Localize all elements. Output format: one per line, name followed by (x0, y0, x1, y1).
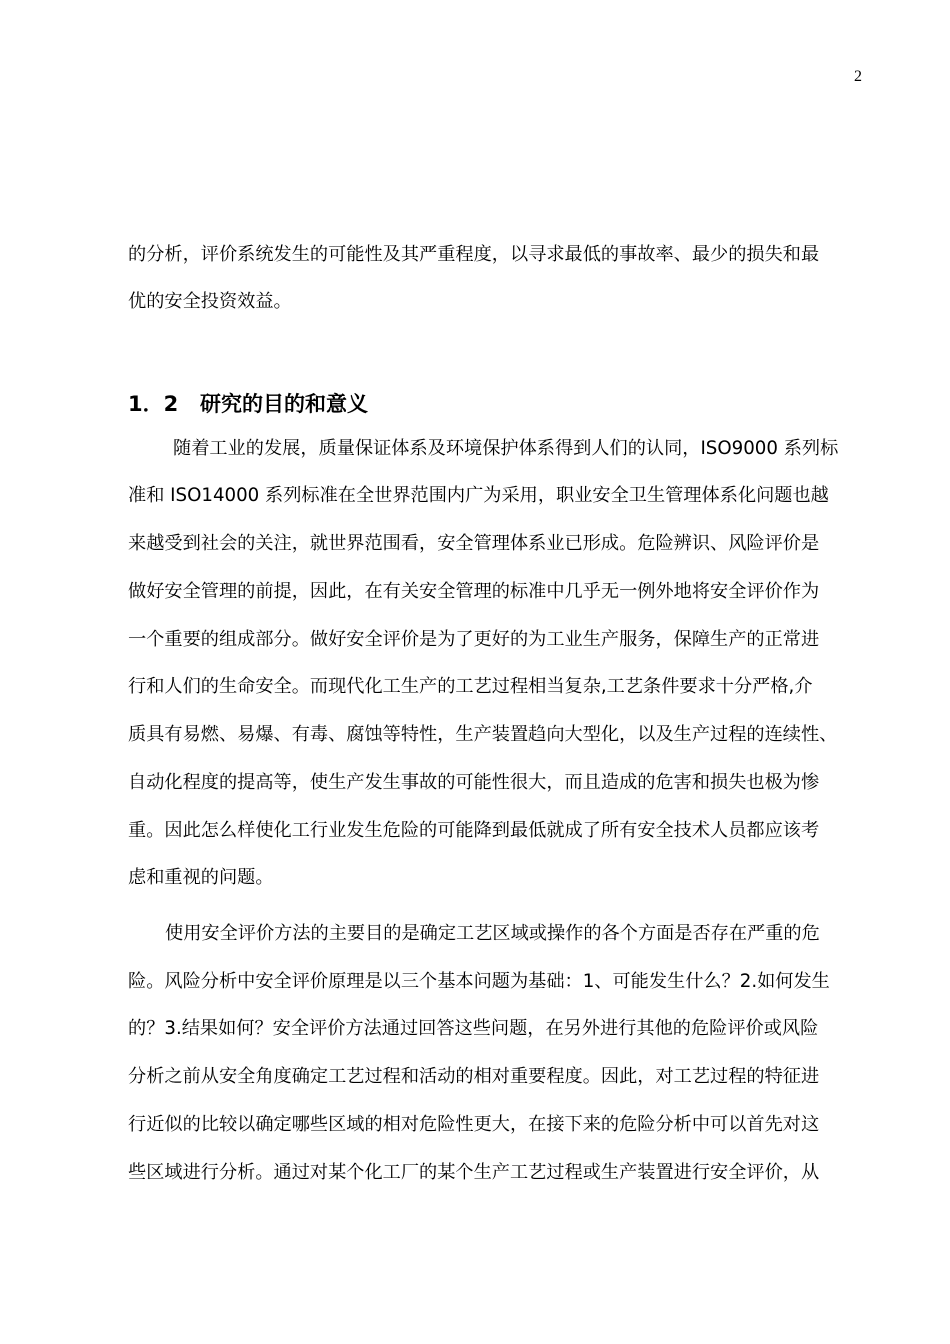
paragraph-line: 重。因此怎么样使化工行业发生危险的可能降到最低就成了所有安全技术人员都应该考 (128, 820, 820, 841)
section-title: 研究的目的和意义 (200, 392, 368, 416)
paragraph-line: 些区域进行分析。通过对某个化工厂的某个生产工艺过程或生产装置进行安全评价，从 (128, 1162, 820, 1183)
paragraph-line: 使用安全评价方法的主要目的是确定工艺区域或操作的各个方面是否存在严重的危 (165, 923, 820, 944)
page-number: 2 (854, 68, 862, 85)
paragraph-line: 的？3.结果如何？安全评价方法通过回答这些问题，在另外进行其他的危险评价或风险 (128, 1018, 819, 1039)
paragraph-line: 险。风险分析中安全评价原理是以三个基本问题为基础：1、可能发生什么？2.如何发生 (128, 971, 830, 992)
paragraph-line: 行近似的比较以确定哪些区域的相对危险性更大，在接下来的危险分析中可以首先对这 (128, 1114, 820, 1135)
paragraph-line: 优的安全投资效益。 (128, 291, 292, 312)
section-number: 1．2 (128, 392, 179, 416)
paragraph-line: 的分析，评价系统发生的可能性及其严重程度，以寻求最低的事故率、最少的损失和最 (128, 244, 820, 265)
paragraph-line: 分析之前从安全角度确定工艺过程和活动的相对重要程度。因此，对工艺过程的特征进 (128, 1066, 820, 1087)
paragraph-line: 行和人们的生命安全。而现代化工生产的工艺过程相当复杂,工艺条件要求十分严格,介 (128, 676, 813, 697)
paragraph-line: 来越受到社会的关注，就世界范围看，安全管理体系业已形成。危险辨识、风险评价是 (128, 533, 820, 554)
paragraph-line: 自动化程度的提高等，使生产发生事故的可能性很大，而且造成的危害和损失也极为惨 (128, 772, 820, 793)
section-heading (128, 390, 368, 418)
paragraph-line: 准和 ISO14000 系列标准在全世界范围内广为采用，职业安全卫生管理体系化问题也越 (128, 485, 829, 506)
paragraph-line: 随着工业的发展，质量保证体系及环境保护体系得到人们的认同，ISO9000 系列标 (173, 438, 839, 459)
paragraph-line: 一个重要的组成部分。做好安全评价是为了更好的为工业生产服务，保障生产的正常进 (128, 629, 820, 650)
paragraph-line: 质具有易燃、易爆、有毒、腐蚀等特性，生产装置趋向大型化，以及生产过程的连续性、 (128, 724, 838, 745)
paragraph-line: 虑和重视的问题。 (128, 867, 274, 888)
paragraph-line: 做好安全管理的前提，因此，在有关安全管理的标准中几乎无一例外地将安全评价作为 (128, 581, 820, 602)
